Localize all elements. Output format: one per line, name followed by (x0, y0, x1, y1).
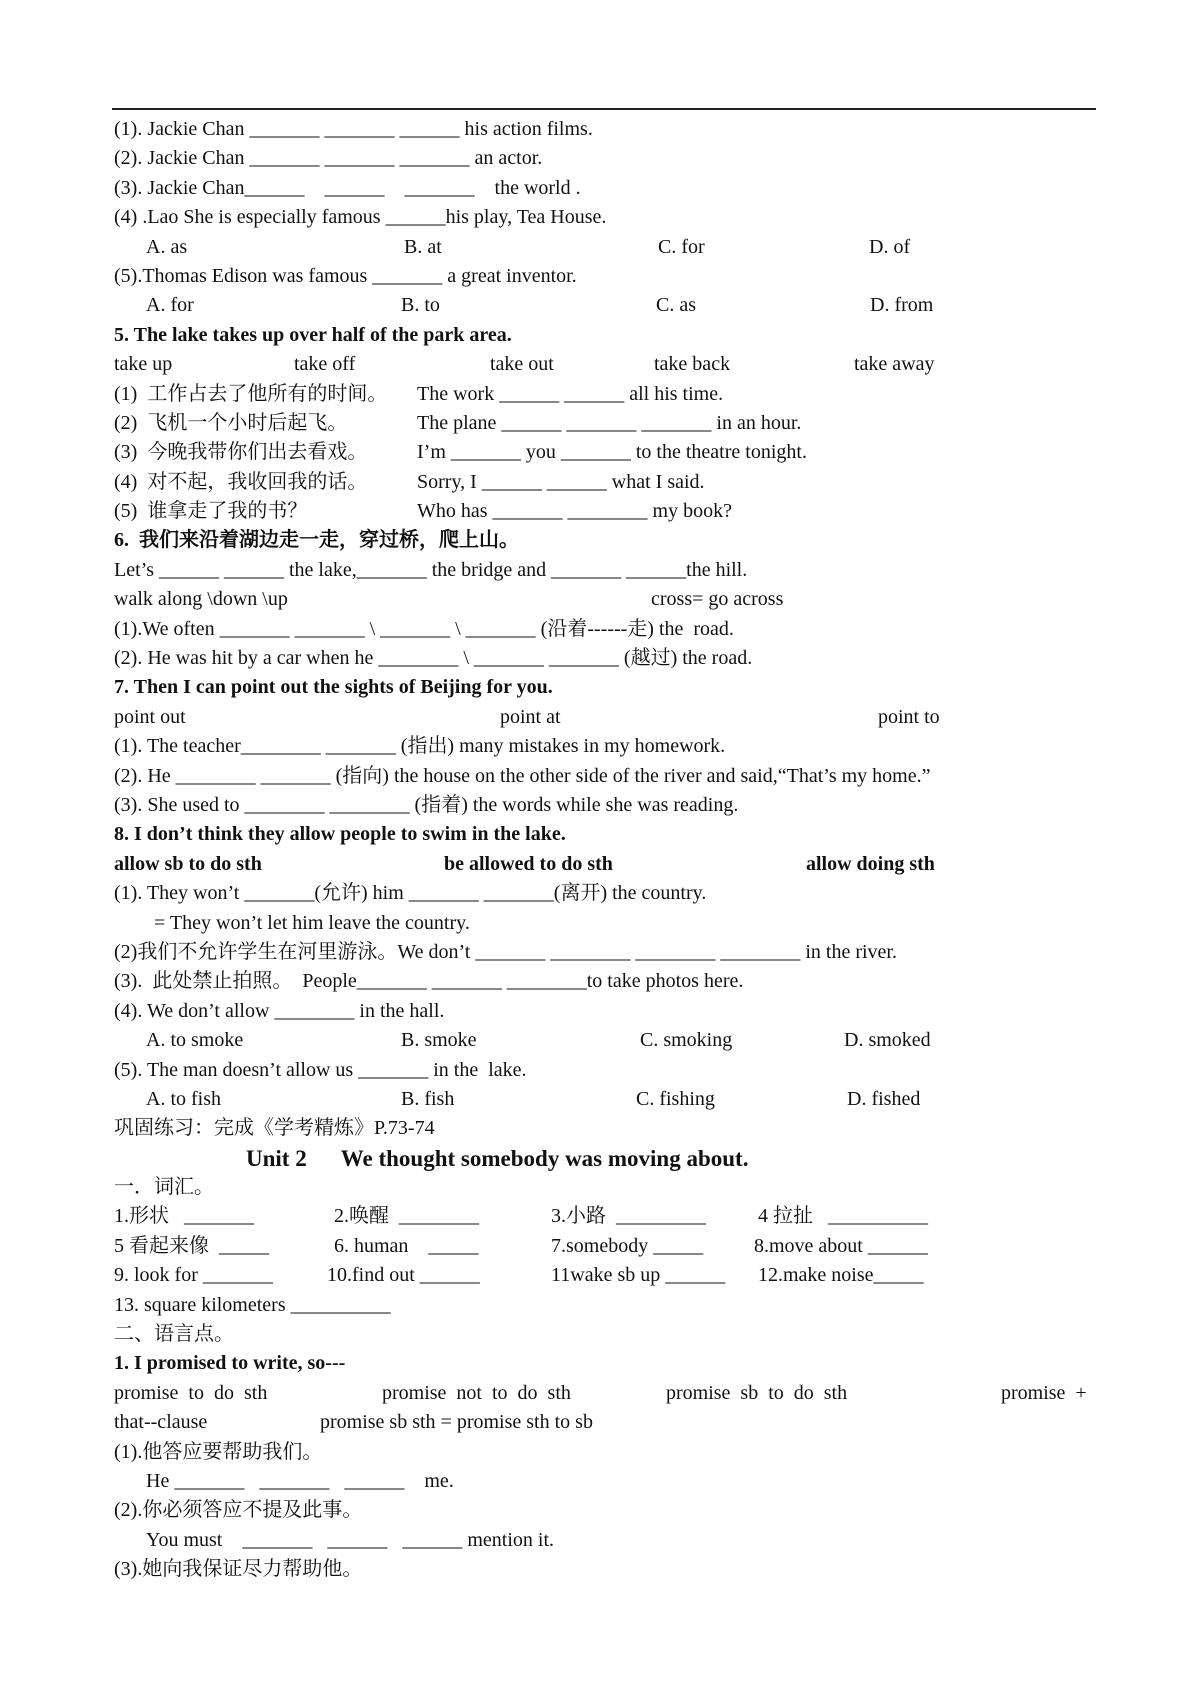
line-text: C. as (656, 294, 696, 317)
line-text: (4) .Lao She is especially famous ______his play, Tea House. (114, 206, 607, 229)
unit-heading-text: Unit 2 We thought somebody was moving about. (246, 1145, 749, 1171)
line-text: (5).Thomas Edison was famous _______ a great inventor. (114, 264, 577, 287)
line-text: (2)我们不允许学生在河里游泳。We don’t _______ ________ ________ ________ in the river. (114, 940, 897, 963)
line-text: promise sb sth = promise sth to sb (320, 1411, 593, 1434)
line-text: (3) 今晚我带你们出去看戏。 (114, 441, 368, 464)
line-text: A. as (146, 235, 188, 258)
line-text: 1. I promised to write, so--- (114, 1352, 346, 1375)
worksheet-line (114, 1202, 1098, 1231)
worksheet-line (114, 585, 1098, 614)
worksheet-line (114, 791, 1098, 820)
worksheet-line (114, 1085, 1098, 1114)
worksheet-line (114, 1496, 1098, 1525)
worksheet-line (114, 526, 1098, 555)
line-text: take back (654, 353, 731, 376)
line-text: 5. The lake takes up over half of the park area. (114, 323, 512, 346)
worksheet-line (114, 1261, 1098, 1290)
worksheet-body (114, 115, 1098, 1585)
worksheet-line (114, 409, 1098, 438)
line-text: take out (490, 353, 554, 376)
line-text: 6. human _____ (334, 1234, 479, 1257)
line-text: (1).他答应要帮助我们。 (114, 1440, 323, 1463)
line-text: take away (854, 353, 935, 376)
line-text: The work ______ ______ all his time. (417, 382, 724, 405)
line-text: (3).她向我保证尽力帮助他。 (114, 1558, 363, 1581)
worksheet-line (114, 938, 1098, 967)
worksheet-line (114, 1026, 1098, 1055)
line-text: take up (114, 353, 173, 376)
line-text: point at (500, 705, 561, 728)
worksheet-line (114, 644, 1098, 673)
worksheet-line (114, 820, 1098, 849)
line-text: (2). He was hit by a car when he ________ \ _______ _______ (越过) the road. (114, 647, 753, 670)
line-text: (4). We don’t allow ________ in the hall. (114, 999, 445, 1022)
line-text: promise + (1001, 1381, 1087, 1404)
line-text: Sorry, I ______ ______ what I said. (417, 470, 705, 493)
line-text: (5) 谁拿走了我的书？ (114, 500, 308, 523)
worksheet-line (114, 850, 1098, 879)
line-text: (1). Jackie Chan _______ _______ ______ his action films. (114, 118, 593, 140)
line-text: C. smoking (640, 1029, 733, 1052)
line-text: (3). She used to ________ ________ (指着) the words while she was reading. (114, 793, 739, 816)
worksheet-line (114, 1320, 1098, 1349)
worksheet-line (114, 673, 1098, 702)
worksheet-line (114, 262, 1098, 291)
worksheet-line (114, 233, 1098, 262)
line-text: 7. Then I can point out the sights of Beijing for you. (114, 676, 553, 699)
line-text: promise to do sth (114, 1381, 268, 1404)
worksheet-line (114, 556, 1098, 585)
worksheet-line (114, 174, 1098, 203)
line-text: B. fish (401, 1087, 455, 1110)
worksheet-line (114, 1408, 1098, 1437)
line-text: 9. look for _______ (114, 1264, 273, 1287)
worksheet-line (114, 909, 1098, 938)
worksheet-line (114, 879, 1098, 908)
line-text: 4 拉扯 __________ (758, 1205, 928, 1228)
line-text: 巩固练习：完成《学考精炼》P.73-74 (114, 1117, 435, 1140)
line-text: = They won’t let him leave the country. (154, 911, 470, 934)
worksheet-line (114, 291, 1098, 320)
line-text: (1). The teacher________ _______ (指出) many mistakes in my homework. (114, 735, 726, 758)
worksheet-line (114, 1555, 1098, 1584)
worksheet-line (114, 468, 1098, 497)
worksheet-line (114, 1349, 1098, 1378)
line-text: (2). Jackie Chan _______ _______ _______ an actor. (114, 147, 543, 170)
line-text: point out (114, 705, 186, 728)
unit-title (114, 1144, 1098, 1173)
worksheet-line (114, 115, 1098, 144)
line-text: 12.make noise_____ (758, 1264, 924, 1287)
worksheet-line (114, 1526, 1098, 1555)
line-text: (3). 此处禁止拍照。 People_______ _______ ________to take photos here. (114, 970, 744, 993)
worksheet-line (114, 1291, 1098, 1320)
line-text: promise sb to do sth (666, 1381, 848, 1404)
worksheet-line (114, 1379, 1098, 1408)
worksheet-line (114, 703, 1098, 732)
line-text: D. from (870, 294, 934, 317)
line-text: (2). He ________ _______ (指向) the house on the other side of the river and said,“That’s my home.” (114, 764, 931, 787)
worksheet-line (114, 967, 1098, 996)
line-text: (1). They won’t _______(允许) him _______ _______(离开) the country. (114, 882, 707, 905)
line-text: point to (878, 705, 940, 728)
worksheet-line (114, 1114, 1098, 1143)
worksheet-line (114, 321, 1098, 350)
worksheet-line (114, 997, 1098, 1026)
line-text: A. to fish (146, 1087, 221, 1110)
line-text: promise not to do sth (382, 1381, 571, 1404)
line-text: allow doing sth (806, 852, 935, 875)
line-text: (2) 飞机一个小时后起飞。 (114, 411, 348, 434)
line-text: 11wake sb up ______ (551, 1264, 726, 1287)
line-text: D. smoked (844, 1029, 931, 1052)
worksheet-line (114, 380, 1098, 409)
line-text: 10.find out ______ (327, 1264, 480, 1287)
line-text: D. fished (847, 1087, 921, 1110)
line-text: D. of (869, 235, 911, 258)
line-text: (2).你必须答应不提及此事。 (114, 1499, 363, 1522)
line-text: (3). Jackie Chan______ ______ _______ the world . (114, 176, 581, 199)
line-text: allow sb to do sth (114, 852, 262, 875)
line-text: that--clause (114, 1411, 208, 1434)
line-text: walk along \down \up (114, 588, 288, 611)
line-text: He _______ _______ ______ me. (146, 1469, 454, 1492)
line-text: C. for (658, 235, 705, 258)
worksheet-line (114, 144, 1098, 173)
line-text: Who has _______ ________ my book? (417, 500, 732, 523)
line-text: B. smoke (401, 1029, 477, 1052)
line-text: 一．词汇。 (114, 1176, 214, 1199)
line-text: 8.move about ______ (754, 1234, 928, 1257)
line-text: A. to smoke (146, 1029, 244, 1052)
worksheet-line (114, 350, 1098, 379)
line-text: 2.唤醒 ________ (334, 1205, 479, 1228)
line-text: 6. 我们来沿着湖边走一走，穿过桥，爬上山。 (114, 529, 519, 552)
line-text: (4) 对不起，我收回我的话。 (114, 470, 368, 493)
worksheet-line (114, 762, 1098, 791)
header-rule (112, 108, 1096, 110)
worksheet-line (114, 438, 1098, 467)
line-text: take off (294, 353, 356, 376)
worksheet-line (114, 1173, 1098, 1202)
line-text: cross= go across (651, 588, 784, 611)
line-text: The plane ______ _______ _______ in an hour. (417, 411, 802, 434)
line-text: 13. square kilometers __________ (114, 1293, 391, 1316)
line-text: Let’s ______ ______ the lake,_______ the bridge and _______ ______the hill. (114, 558, 748, 581)
line-text: C. fishing (636, 1087, 715, 1110)
worksheet-line (114, 615, 1098, 644)
worksheet-line (114, 1232, 1098, 1261)
worksheet-line (114, 203, 1098, 232)
line-text: (5). The man doesn’t allow us _______ in the lake. (114, 1058, 527, 1081)
worksheet-line (114, 497, 1098, 526)
line-text: 5 看起来像 _____ (114, 1234, 269, 1257)
worksheet-line (114, 732, 1098, 761)
line-text: (1).We often _______ _______ \ _______ \ _______ (沿着------走) the road. (114, 617, 734, 640)
line-text: B. to (401, 294, 440, 317)
line-text: 7.somebody _____ (551, 1234, 704, 1257)
line-text: (1) 工作占去了他所有的时间。 (114, 382, 388, 405)
line-text: A. for (146, 294, 194, 317)
worksheet-line (114, 1467, 1098, 1496)
line-text: I’m _______ you _______ to the theatre tonight. (417, 441, 807, 464)
line-text: 二、语言点。 (114, 1323, 234, 1346)
line-text: be allowed to do sth (444, 852, 613, 875)
line-text: 3.小路 _________ (551, 1205, 706, 1228)
worksheet-line (114, 1056, 1098, 1085)
line-text: You must _______ ______ ______ mention it. (146, 1528, 554, 1551)
line-text: 8. I don’t think they allow people to swim in the lake. (114, 823, 566, 846)
line-text: B. at (404, 235, 442, 258)
worksheet-line (114, 1438, 1098, 1467)
line-text: 1.形状 _______ (114, 1205, 254, 1228)
